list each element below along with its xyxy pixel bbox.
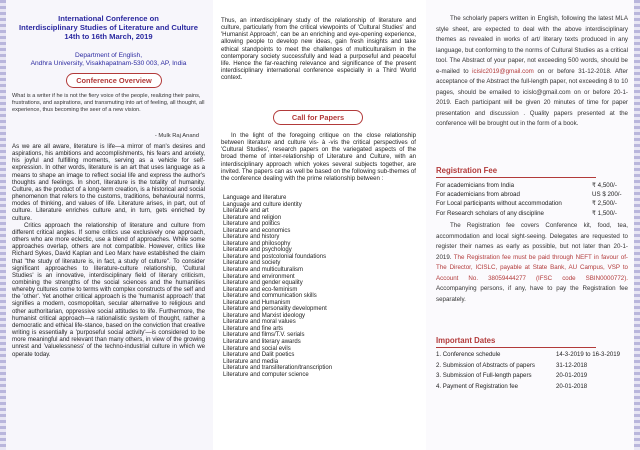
decorative-border-left (0, 0, 6, 450)
fee-label: For Research scholars of any discipline (436, 209, 544, 217)
fee-label: For academicians from abroad (436, 191, 520, 199)
overview-body (12, 143, 205, 358)
date-value: 31-12-2018 (556, 361, 588, 369)
sub-theme-item: Literature and philosophy (223, 240, 291, 247)
overview-heading: Conference Overview (66, 73, 162, 88)
brochure-panel-middle (213, 0, 426, 450)
contact-email-link[interactable]: icislc2019@gmail.com (472, 67, 534, 75)
conference-dates: 14th to 16th March, 2019 (64, 32, 153, 42)
date-row (436, 382, 628, 393)
epigraph-quote: What is a writer if he is not the fiery voice of the people, realizing their pains, frustrations, and aspirations, and transmuting into art of feeling, all thought, all experience, thus becoming the seer of a new vision. (12, 93, 205, 114)
sub-theme-item: Literature and Humanism (223, 299, 291, 306)
sub-theme-item: Literature and fine arts (223, 325, 284, 332)
fee-row (436, 190, 628, 199)
fee-label: For Local participants without accommodation (436, 200, 562, 208)
conclusion-paragraph: Thus, an interdisciplinary study of the relationship of literature and culture, particularly from the critical viewpoints of 'Cultural Studies' and 'Humanist Approach', can be an enriching and eye-opening experience, allowing people to develop new ideas, gain fresh insights and take ethical standpoints to meet the challenges of multiculturalism in the contemporary society successfully and lead a purposeful and peaceful life. Hence the far-reaching relevance and significance of the present interdisciplinary international conference especially in a Third World context. (221, 17, 416, 82)
sub-theme-item: Literature and personality development (223, 306, 327, 313)
department-name: Department of English, (74, 52, 143, 59)
fee-amount: ₹ 4,500/- (592, 182, 617, 189)
brochure-panel-right (426, 0, 640, 450)
sub-theme-item: Literature and religion (223, 214, 282, 221)
sub-theme-item: Literature and social evils (223, 345, 291, 352)
conference-title-line2: Interdisciplinary Studies of Literature and Culture (19, 23, 198, 33)
sub-theme-item: Literature and art (223, 208, 269, 215)
sub-themes-list (223, 195, 416, 378)
sub-theme-item: Literature and eco-feminism (223, 286, 298, 293)
fee-label: For academicians from India (436, 182, 515, 189)
department-info (12, 52, 205, 68)
conference-title (12, 14, 205, 42)
sub-theme-item: Literature and postcolonial foundations (223, 253, 327, 260)
overview-paragraph-1: As we are all aware, literature is life—a mirror of man's desires and aspirations, his ambitions and accomplishments, his fears and anxiety, his joyful and fulfilling moments, serving as a vehicle for self-expression. In other words, literature is an art that uses language as a means to shape an image to reflect social life and express the author's thoughts and feelings. In short, literature is the totality of humanity. Culture, as the product of a long-term creation, is a historical and social phenomenon that refers to the customs, traditions, behavioural norms, modes of thinking, and values of life. Literature arises, in part, out of culture. Literature enriches culture and, in turn, gets enriched by culture. (12, 143, 205, 222)
registration-fee-heading (436, 166, 596, 178)
sub-theme-item: Literature and computer science (223, 371, 309, 378)
sub-theme-item: Literature and media (223, 358, 279, 365)
sub-theme-item: Literature and psychology (223, 247, 292, 254)
sub-theme-item: Literature and environment (223, 273, 295, 280)
dates-table (436, 350, 628, 392)
guidelines-text-1: The scholarly papers written in English, following the latest MLA style sheet, are expected to deal with the above interdisciplinary themes as revealed in works of art/ literary texts produced in any language, but conforming to the norms of Cultural Studies as a critical tool. The Abstract of your paper, not exceeding 500 words, should be e-mailed to (436, 15, 628, 75)
conference-title-line1: International Conference on (58, 14, 159, 23)
fee-table (436, 181, 628, 218)
call-for-papers-text: In the light of the foregoing critique on the close relationship between literature and culture vis- à -vis the critical perspectives of 'Cultural Studies', research papers on the variegated aspects of the broad theme of inter-relationship of Literature and Culture, with an interdisciplinary approach which yokes several subjects together, are invited. The papers can as well be based on the following sub-themes of the conference dealing with the prime relationship between : (221, 132, 416, 182)
fee-row (436, 181, 628, 190)
sub-theme-item: Language and culture identity (223, 201, 302, 208)
date-value: 20-01-2019 (556, 372, 588, 380)
sub-theme-item: Literature and Marxist ideology (223, 312, 306, 319)
dates-heading-text: Important Dates (436, 336, 496, 345)
date-row (436, 350, 628, 361)
registration-text-1: The Registration fee covers Conference kit, food, tea, accommodation and local sight-seeing. Delegates are requested to register their names as early as possible, but not later than 20-1-2019. (436, 222, 628, 261)
registration-details (436, 221, 628, 305)
sub-theme-item: Literature and politics (223, 221, 281, 228)
sub-theme-item: Literature and films/T.V. serials (223, 332, 305, 339)
registration-text-2: Accompanying persons, if any, have to pay the Registration fee separately. (436, 285, 628, 303)
sub-theme-item: Literature and society (223, 260, 281, 267)
heading-underline (436, 347, 596, 348)
fee-amount: ₹ 2,500/- (592, 200, 617, 208)
sub-theme-item: Literature and communication skills (223, 293, 317, 300)
date-value: 14-3-2019 to 16-3-2019 (556, 351, 621, 358)
sub-theme-item: Literature and economics (223, 227, 291, 234)
date-row (436, 371, 628, 382)
sub-theme-item: Literature and gender equality (223, 280, 303, 287)
brochure-panel-left (0, 0, 213, 450)
sub-theme-item: Literature and history (223, 234, 280, 241)
date-label: 1. Conference schedule (436, 351, 501, 358)
heading-underline (436, 177, 596, 178)
epigraph-author: - Mulk Raj Anand (154, 133, 199, 139)
payment-instructions: The Registration fee must be paid through NEFT in favour of-The Director, ICISLC, payable at State Bank, AU Campus, VSP to Account No. 38059444277 (IFSC code SBIN0000772). (436, 253, 628, 282)
sub-theme-item: Literature and transliteration/transcription (223, 365, 333, 372)
submission-guidelines (436, 14, 628, 130)
call-for-papers-heading: Call for Papers (273, 110, 363, 125)
date-label: 4. Payment of Registration fee (436, 382, 518, 390)
sub-theme-item: Literature and multiculturalism (223, 267, 304, 274)
decorative-border-right (634, 0, 640, 450)
fee-amount: US $ 200/- (592, 191, 622, 199)
date-label: 2. Submission of Abstracts of papers (436, 361, 535, 369)
date-row (436, 361, 628, 372)
fee-row (436, 199, 628, 208)
university-address: Andhra University, Visakhapatnam-530 003, AP, India (30, 60, 187, 67)
date-label: 3. Submission of Full-length papers (436, 372, 532, 380)
sub-theme-item: Literature and moral values (223, 319, 296, 326)
registration-heading-text: Registration Fee (436, 166, 498, 175)
sub-theme-item: Literature and Dalit poetics (223, 352, 295, 359)
fee-amount: ₹ 1,500/- (592, 209, 617, 217)
sub-theme-item: Literature and literary awards (223, 339, 301, 346)
sub-theme-item: Language and literature (223, 195, 287, 201)
important-dates-heading (436, 336, 596, 348)
fee-row (436, 209, 628, 218)
date-value: 20-01-2018 (556, 382, 588, 390)
overview-paragraph-2: Critics approach the relationship of literature and culture from different critical angles. If some critics use exclusively one approach, others who are more eclectic, use a blend of approaches. While some approaches overlap, others are not compatible. However, critics like Richard Sykes, David Kaplan and Leo Marx have established the claim that "the study of literature is, in fact, a study of culture". To consider significant approaches to literature-culture relationship, 'Cultural Studies' is an innovative, interdisciplinary field of literary criticism, combining the strengths of the social sciences and the humanities whereby cultures come to terms with complex constructs of the self and the 'other'. Yet another critical approach is the 'humanist approach' that signifies a modern, cosmopolitan, secular alternative to religious and other authoritarian, oppressive social attitudes to life. Furthermore, the humanist critical approach—a rationalistic system of thought, rather a democratic and ethical life-stance, based on the conviction that creative writing is essentially a 'purposeful social activity'—is considered to be more meaningful and relevant than many others, in view of the growing unrest and 'valuelessness' of the techno-industrial culture in which we operate today. (12, 221, 205, 358)
guidelines-text-2: on or before 31-12-2018. After acceptance of the Abstract the full-length paper, not exceeding 8 to 10 pages, should be emailed to icislc@gmail.com on or before 20-1-2019. Each participant will be given 20 minutes of time for paper presentation and discussion . Quality papers presented at the conference will be brought out in the form of a book. (436, 67, 628, 127)
